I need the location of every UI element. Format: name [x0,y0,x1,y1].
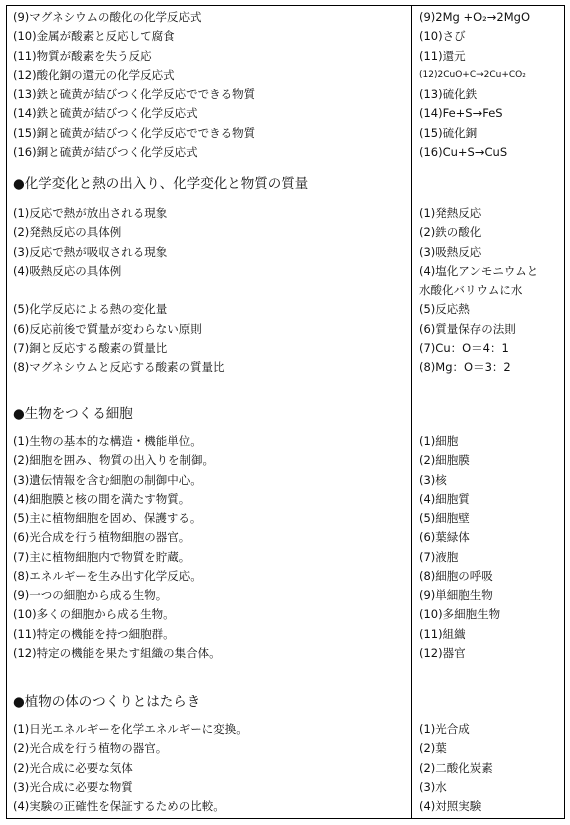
table-row [7,759,564,778]
table-row [7,320,564,339]
question-text: (5)化学反応による熱の変化量 [13,302,168,317]
answer-text: 水酸化バリウムに水 [419,283,523,297]
answer-text: (11)還元 [419,48,466,63]
answer-text: (4)対照実験 [419,799,482,813]
table-row [7,797,564,816]
answer-text: (12)器官 [419,645,466,660]
question-text: (9)一つの細胞から成る生物。 [13,588,168,602]
answer-text: (6)質量保存の法則 [419,321,516,336]
table-row [7,586,564,605]
question-text: (1)生物の基本的な構造・機能単位。 [13,434,202,448]
question-text: (14)鉄と硫黄が結びつく化学反応式 [13,106,198,121]
answer-text: (10)多細胞生物 [419,607,501,622]
answer-text: (1)発熱反応 [419,206,482,220]
answer-text: (12)2CuO+C→2Cu+CO₂ [419,69,526,80]
table-row [7,509,564,528]
answer-text: (2)二酸化炭素 [419,760,493,775]
answer-text: (16)Cu+S→CuS [419,144,508,159]
question-answer-table [6,5,565,819]
question-text: (12)酸化銅の還元の化学反応式 [13,67,175,82]
table-row [7,358,564,377]
answer-text: (5)反応熱 [419,302,470,317]
question-text: (2)光合成に必要な気体 [13,760,133,775]
question-text: (8)エネルギーを生み出す化学反応。 [13,568,202,583]
answer-text: (5)細胞壁 [419,511,470,525]
answer-text: (1)光合成 [419,722,470,736]
answer-text: (7)Cu：O＝4：1 [419,340,509,355]
table-row [7,243,564,262]
question-text: (4)細胞膜と核の間を満たす物質。 [13,491,191,506]
section-heading: ●植物の体のつくりとはたらき [13,694,201,710]
question-text: (12)特定の機能を果たす組織の集合体。 [13,645,221,660]
question-text: (11)特定の機能を持つ細胞群。 [13,626,175,641]
question-text: (9)マグネシウムの酸化の化学反応式 [13,10,202,24]
question-text: (4)吸熱反応の具体例 [13,263,122,278]
question-text: (10)金属が酸素と反応して腐食 [13,29,175,44]
table-row [7,739,564,758]
table-row [7,720,564,739]
table-row [7,432,564,451]
question-text: (7)主に植物細胞内で物質を貯蔵。 [13,549,191,564]
table-row [7,262,564,281]
table-row [7,47,564,66]
answer-text: (4)細胞質 [419,491,470,506]
answer-text: (10)さび [419,29,466,44]
answer-text: (7)液胞 [419,549,459,564]
question-text: (7)銅と反応する酸素の質量比 [13,340,168,355]
answer-text: (9)2Mg +O₂→2MgO [419,10,531,24]
question-text: (6)反応前後で質量が変わらない原則 [13,321,202,336]
question-text: (15)銅と硫黄が結びつく化学反応でできる物質 [13,125,256,140]
question-text: (3)光合成に必要な物質 [13,779,133,794]
table-row [7,204,564,223]
table-row [7,281,564,300]
answer-text: (2)細胞膜 [419,453,470,468]
question-text: (3)反応で熱が吸収される現象 [13,244,168,259]
question-text: (3)遺伝情報を含む細胞の制御中心。 [13,472,202,487]
table-row [7,605,564,624]
table-row [7,339,564,358]
answer-text: (11)組織 [419,626,466,641]
table-row [7,528,564,547]
question-text: (4)実験の正確性を保証するための比較。 [13,799,225,813]
question-text: (2)発熱反応の具体例 [13,225,122,240]
question-text: (10)多くの細胞から成る生物。 [13,607,175,622]
answer-text: (3)水 [419,779,447,794]
table-row [7,471,564,490]
section-heading: ●化学変化と熱の出入り、化学変化と物質の質量 [13,176,309,192]
table-row [7,490,564,509]
answer-text: (4)塩化アンモニウムと [419,263,539,278]
table-row [7,451,564,470]
question-text: (8)マグネシウムと反応する酸素の質量比 [13,360,225,374]
table-row [7,644,564,663]
table-row [7,104,564,123]
question-text: (5)主に植物細胞を固め、保護する。 [13,511,202,525]
answer-text: (1)細胞 [419,434,459,448]
table-row [7,223,564,242]
question-text: (2)細胞を囲み、物質の出入りを制御。 [13,453,214,468]
question-text: (11)物質が酸素を失う反応 [13,48,152,63]
question-text: (16)銅と硫黄が結びつく化学反応式 [13,144,198,159]
table-row [7,300,564,319]
table-row [7,778,564,797]
answer-text: (8)細胞の呼吸 [419,568,493,583]
answer-text: (9)単細胞生物 [419,588,493,602]
question-text: (1)日光エネルギーを化学エネルギーに変換。 [13,722,248,736]
question-text: (6)光合成を行う植物細胞の器官。 [13,530,191,545]
table-row [7,625,564,644]
answer-text: (14)Fe+S→FeS [419,106,503,121]
answer-text: (15)硫化銅 [419,125,478,140]
answer-text: (3)核 [419,472,447,487]
section-heading: ●生物をつくる細胞 [13,406,133,422]
table-row [7,143,564,162]
answer-text: (6)葉緑体 [419,530,470,545]
question-text: (13)鉄と硫黄が結びつく化学反応でできる物質 [13,87,256,101]
table-row [7,8,564,27]
question-text: (2)光合成を行う植物の器官。 [13,741,168,756]
answer-text: (3)吸熱反応 [419,244,482,259]
table-row [7,567,564,586]
answer-text: (8)Mg：O＝3：2 [419,360,511,374]
table-row [7,85,564,104]
table-row [7,66,564,85]
question-text: (1)反応で熱が放出される現象 [13,206,168,220]
answer-text: (2)葉 [419,741,447,756]
table-row [7,548,564,567]
table-row [7,27,564,46]
answer-text: (13)硫化鉄 [419,87,478,101]
answer-text: (2)鉄の酸化 [419,225,482,240]
table-row [7,124,564,143]
